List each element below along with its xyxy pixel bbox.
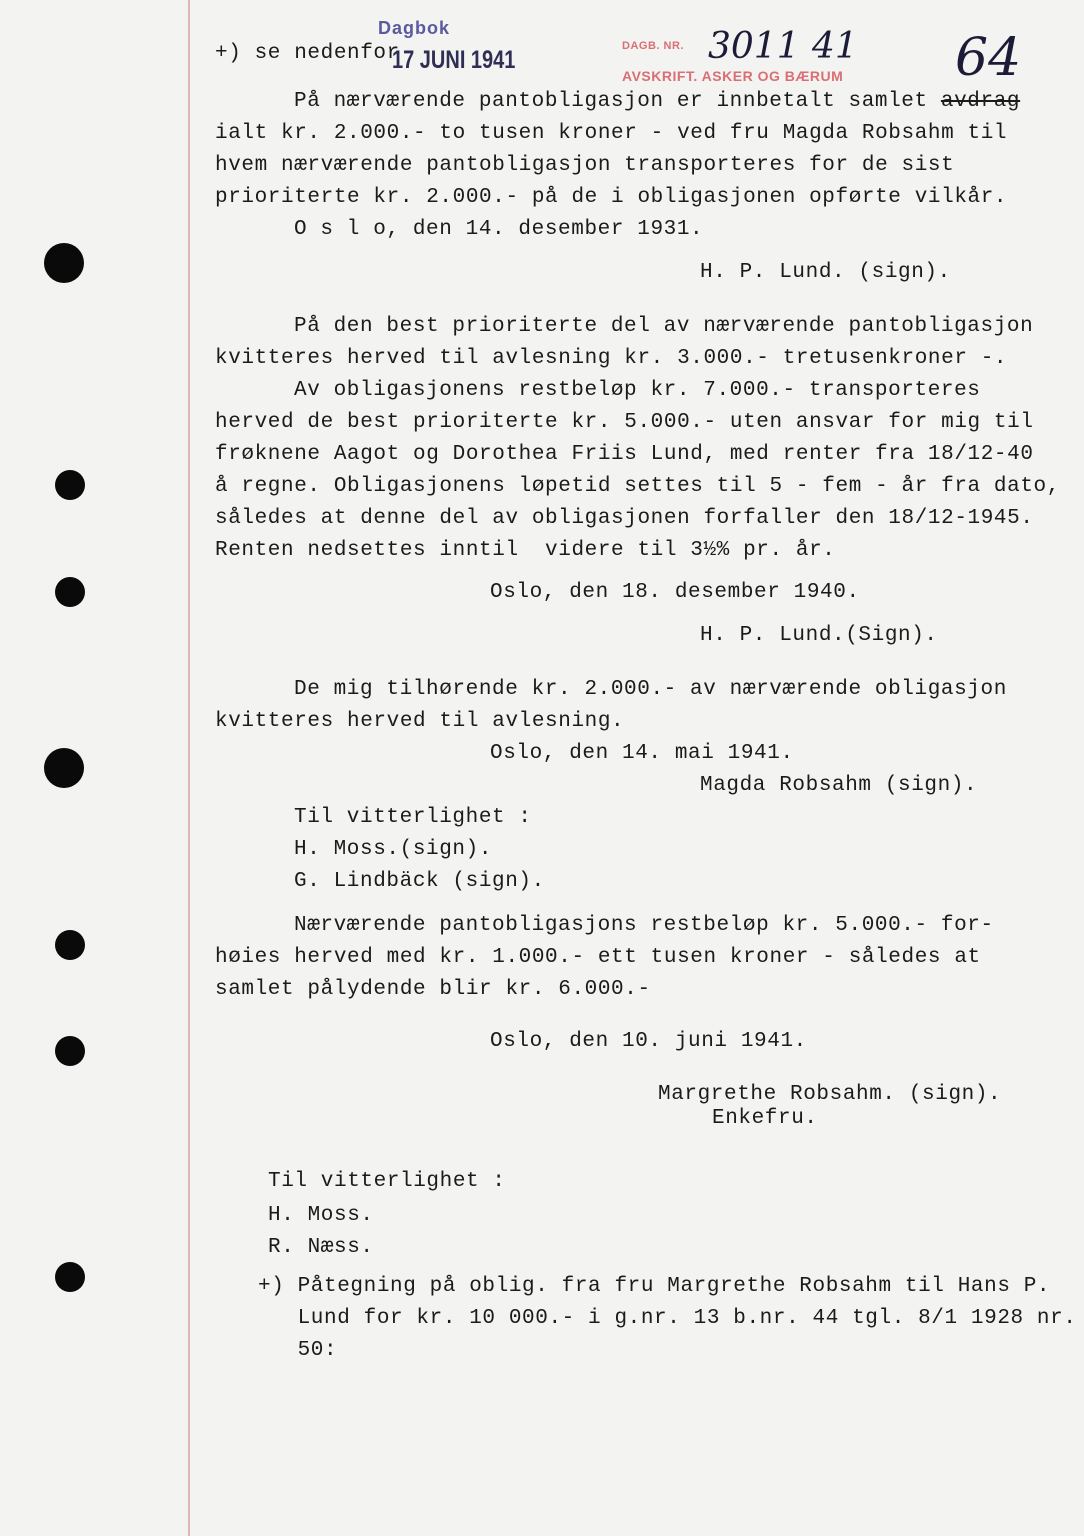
section1-date: O s l o, den 14. desember 1931.: [294, 218, 704, 241]
punch-hole-icon: [44, 243, 84, 283]
section2-line: kvitteres herved til avlesning kr. 3.000.- tretusenkroner -.: [215, 347, 1008, 370]
punch-hole-icon: [55, 577, 85, 607]
struck-word: avdrag: [940, 90, 1021, 113]
witness-label: Til vitterlighet :: [294, 806, 532, 829]
section2-line: herved de best prioriterte kr. 5.000.- uten ansvar for mig til: [215, 411, 1034, 434]
section2-signature: H. P. Lund.(Sign).: [700, 624, 938, 647]
section2-line: frøknene Aagot og Dorothea Friis Lund, med renter fra 18/12-40: [215, 443, 1034, 466]
witness-label: Til vitterlighet :: [268, 1170, 506, 1193]
section2-line: å regne. Obligasjonens løpetid settes til 5 - fem - år fra dato,: [215, 475, 1060, 498]
section1-line: hvem nærværende pantobligasjon transporteres for de sist: [215, 154, 955, 177]
dagb-nr-value: 3011: [708, 26, 800, 67]
section1-line: ialt kr. 2.000.- to tusen kroner - ved fru Magda Robsahm til: [215, 122, 1008, 145]
page-number: 64: [955, 28, 1022, 88]
witness-name: G. Lindbäck (sign).: [294, 870, 545, 893]
section3-date: Oslo, den 14. mai 1941.: [490, 742, 794, 765]
dagb-nr-label: DAGB. NR.: [622, 40, 684, 52]
section4-date: Oslo, den 10. juni 1941.: [490, 1030, 807, 1053]
punch-hole-icon: [55, 1036, 85, 1066]
section1-signature: H. P. Lund. (sign).: [700, 261, 951, 284]
stamp-date: 17 JUNI 1941: [392, 46, 516, 74]
section2-line: På den best prioriterte del av nærværende pantobligasjon: [294, 315, 1034, 338]
punch-hole-icon: [55, 930, 85, 960]
section1-line: På nærværende pantobligasjon er innbetalt samlet avdrag: [294, 90, 1021, 113]
punch-hole-icon: [55, 1262, 85, 1292]
note-reference: +) se nedenfor: [215, 42, 400, 65]
section4-signature: Margrethe Robsahm. (sign).: [658, 1083, 1002, 1106]
stamp-dagbok: Dagbok: [378, 18, 451, 38]
witness-name: H. Moss.(sign).: [294, 838, 493, 861]
punch-hole-icon: [55, 470, 85, 500]
section2-line: Av obligasjonens restbeløp kr. 7.000.- transporteres: [294, 379, 981, 402]
section3-signature: Magda Robsahm (sign).: [700, 774, 978, 797]
footnote-line: 50:: [258, 1339, 338, 1362]
section1-line: prioriterte kr. 2.000.- på de i obligasjonen opførte vilkår.: [215, 186, 1008, 209]
margin-rule: [188, 0, 190, 1536]
footnote-line: +) Påtegning på oblig. fra fru Margrethe Robsahm til Hans P.: [258, 1275, 1051, 1298]
section2-line: således at denne del av obligasjonen forfaller den 18/12-1945.: [215, 507, 1034, 530]
section4-line: høies herved med kr. 1.000.- ett tusen kroner - således at: [215, 946, 981, 969]
section3-line: kvitteres herved til avlesning.: [215, 710, 625, 733]
witness-name: H. Moss.: [268, 1204, 374, 1227]
section2-line: Renten nedsettes inntil videre til 3½% pr. år.: [215, 539, 836, 562]
avskrift-stamp: AVSKRIFT. ASKER OG BÆRUM: [622, 68, 844, 84]
section4-signature-title: Enkefru.: [712, 1107, 818, 1130]
section4-line: samlet pålydende blir kr. 6.000.-: [215, 978, 651, 1001]
section3-line: De mig tilhørende kr. 2.000.- av nærværende obligasjon: [294, 678, 1007, 701]
section4-line: Nærværende pantobligasjons restbeløp kr. 5.000.- for-: [294, 914, 994, 937]
dagb-nr-year: 41: [812, 26, 858, 67]
witness-name: R. Næss.: [268, 1236, 374, 1259]
punch-hole-icon: [44, 748, 84, 788]
footnote-line: Lund for kr. 10 000.- i g.nr. 13 b.nr. 44 tgl. 8/1 1928 nr.: [258, 1307, 1077, 1330]
section2-date: Oslo, den 18. desember 1940.: [490, 581, 860, 604]
